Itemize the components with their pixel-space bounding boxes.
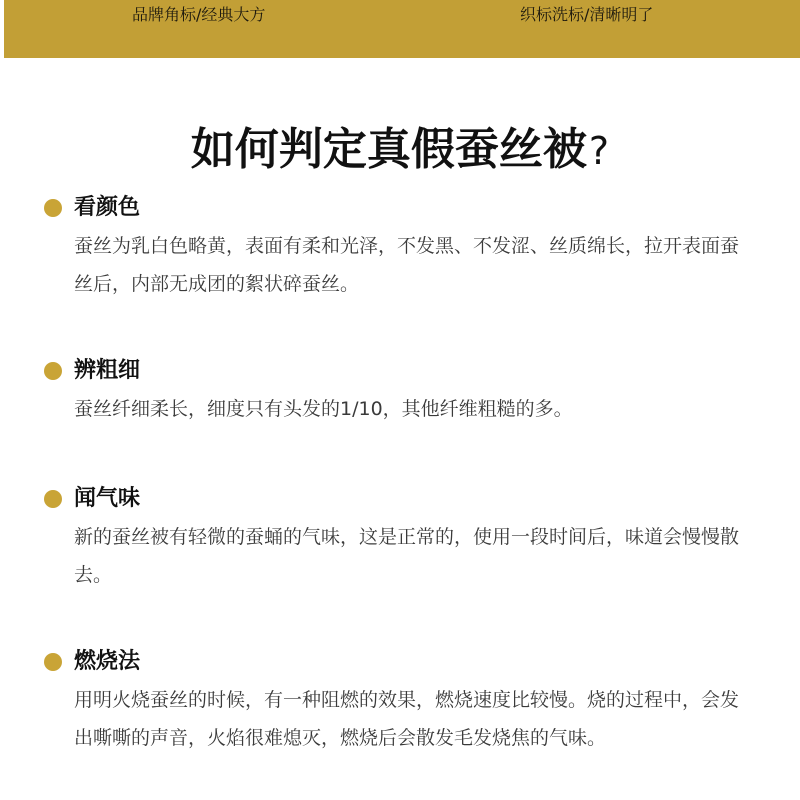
page-title-text: 如何判定真假蚕丝被 xyxy=(190,124,587,175)
label-tag-caption: 织标洗标/清晰明了 xyxy=(520,5,654,24)
section-heading-row xyxy=(44,484,140,514)
section-heading-row xyxy=(44,647,140,677)
section-heading-row xyxy=(44,356,140,386)
page-title xyxy=(0,120,800,181)
section-title: 燃烧法 xyxy=(74,649,141,674)
bullet-dot-icon xyxy=(44,362,62,380)
section-title: 看颜色 xyxy=(74,195,141,220)
section-body: 用明火烧蚕丝的时候，有一种阻燃的效果，燃烧速度比较慢。烧的过程中，会发出嘶嘶的声音，火焰很难熄灭，燃烧后会散发毛发烧焦的气味。 xyxy=(74,689,740,749)
section-body: 蚕丝为乳白色略黄，表面有柔和光泽，不发黑、不发涩、丝质绵长，拉开表面蚕丝后，内部无成团的絮状碎蚕丝。 xyxy=(74,235,740,295)
section-title: 闻气味 xyxy=(74,486,141,511)
page-title-question-mark: ? xyxy=(588,129,610,173)
section-body: 蚕丝纤细柔长，细度只有头发的1/10，其他纤维粗糙的多。 xyxy=(74,398,573,420)
section-title: 辨粗细 xyxy=(74,358,141,383)
bullet-dot-icon xyxy=(44,490,62,508)
section-body: 新的蚕丝被有轻微的蚕蛹的气味，这是正常的，使用一段时间后，味道会慢慢散去。 xyxy=(74,526,740,586)
bullet-dot-icon xyxy=(44,199,62,217)
section-heading-row xyxy=(44,193,140,223)
top-banner xyxy=(4,0,800,58)
bullet-dot-icon xyxy=(44,653,62,671)
brand-tag-caption: 品牌角标/经典大方 xyxy=(132,5,266,24)
